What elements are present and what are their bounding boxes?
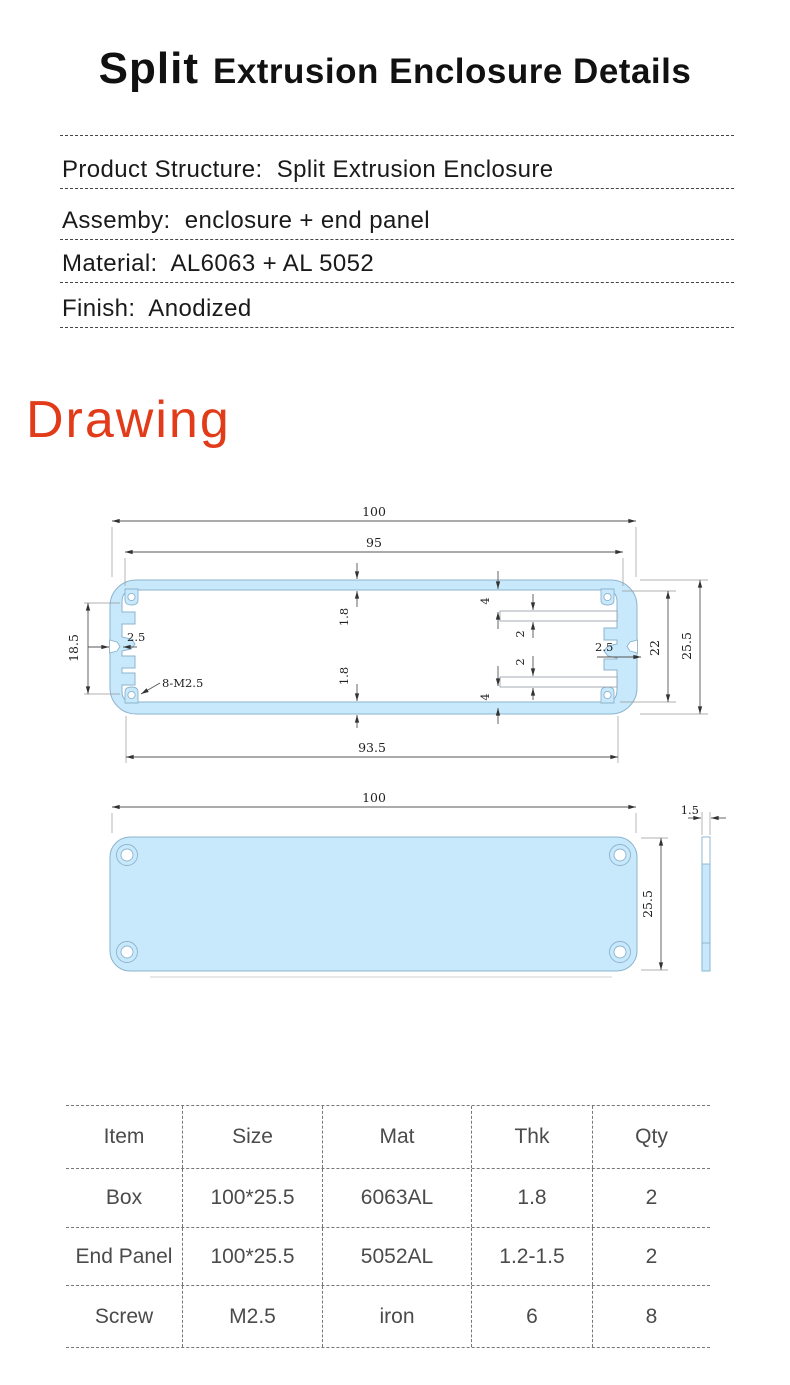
table-cell: 2	[645, 1244, 658, 1268]
title-rest: Extrusion Enclosure Details	[212, 52, 692, 91]
dim-wall-top: 1.8	[337, 607, 351, 627]
dim-inner-height: 22	[647, 640, 662, 656]
table-header-thk: Thk	[472, 1106, 593, 1168]
end-panel-body	[110, 837, 637, 971]
dim-overall-width: 100	[362, 504, 386, 519]
dim-slot-width-bottom: 2	[513, 658, 527, 666]
dim-panel-height: 25.5	[640, 890, 655, 918]
table-cell: iron	[323, 1286, 472, 1347]
table-cell: 6063AL	[323, 1169, 472, 1227]
screw-channel-hole	[128, 691, 135, 698]
dim-left-wall: 2.5	[127, 630, 146, 644]
pcb-rail-bottom	[500, 677, 617, 687]
dim-boss-span: 93.5	[358, 740, 386, 755]
screw-channel-hole	[604, 593, 611, 600]
table-cell: 100*25.5	[183, 1228, 323, 1285]
table-cell: 2	[645, 1186, 658, 1209]
table-cell: 100*25.5	[183, 1169, 323, 1227]
spec-material: Material: AL6063 + AL 5052	[60, 240, 734, 283]
dim-inner-width: 95	[366, 535, 382, 550]
dim-left-height: 18.5	[66, 634, 81, 662]
spec-assembly: Assemby: enclosure + end panel	[60, 189, 734, 240]
panel-hole	[614, 946, 626, 958]
panel-hole	[121, 946, 133, 958]
dim-slot-offset-bottom: 4	[478, 693, 492, 701]
table-row-end-panel	[66, 1228, 710, 1286]
dim-slot-width-top: 2	[513, 630, 527, 638]
panel-hole	[614, 849, 626, 861]
dim-right-wall: 2.5	[595, 640, 614, 654]
dim-slot-offset-top: 4	[478, 597, 492, 605]
side-view-countersink	[702, 837, 710, 864]
table-header-size: Size	[183, 1106, 323, 1168]
dim-panel-thickness: 1.5	[680, 803, 699, 817]
table-cell: 8	[645, 1304, 658, 1328]
table-row-box	[66, 1169, 710, 1228]
cross-section-drawing	[66, 504, 708, 763]
table-header-mat: Mat	[323, 1106, 472, 1168]
table-cell: 1.2-1.5	[472, 1228, 593, 1285]
end-panel-drawing	[110, 790, 726, 977]
panel-hole	[121, 849, 133, 861]
screw-spec-label: 8-M2.5	[162, 676, 204, 690]
table-cell: Screw	[66, 1286, 183, 1347]
spec-finish: Finish: Anodized	[60, 283, 734, 328]
table-cell: 6	[472, 1286, 593, 1347]
table-header-qty: Qty	[635, 1125, 668, 1148]
title-brand: Split	[98, 44, 199, 93]
dim-wall-bottom: 1.8	[337, 666, 351, 686]
screw-channel-hole	[128, 593, 135, 600]
dim-overall-height: 25.5	[679, 632, 694, 660]
table-header-row	[66, 1106, 710, 1169]
parts-table	[66, 1105, 710, 1348]
screw-channel-hole	[604, 691, 611, 698]
spec-product-structure: Product Structure: Split Extrusion Enclosure	[60, 136, 734, 189]
table-cell: M2.5	[183, 1286, 323, 1347]
dim-panel-width: 100	[362, 790, 386, 805]
table-cell: 1.8	[472, 1169, 593, 1227]
table-header-item: Item	[66, 1106, 183, 1168]
table-row-screw	[66, 1286, 710, 1348]
table-cell: Box	[66, 1169, 183, 1227]
pcb-rail-top	[500, 611, 617, 621]
table-cell: End Panel	[66, 1228, 183, 1285]
table-cell: 5052AL	[323, 1228, 472, 1285]
section-heading-drawing: Drawing	[26, 391, 231, 449]
